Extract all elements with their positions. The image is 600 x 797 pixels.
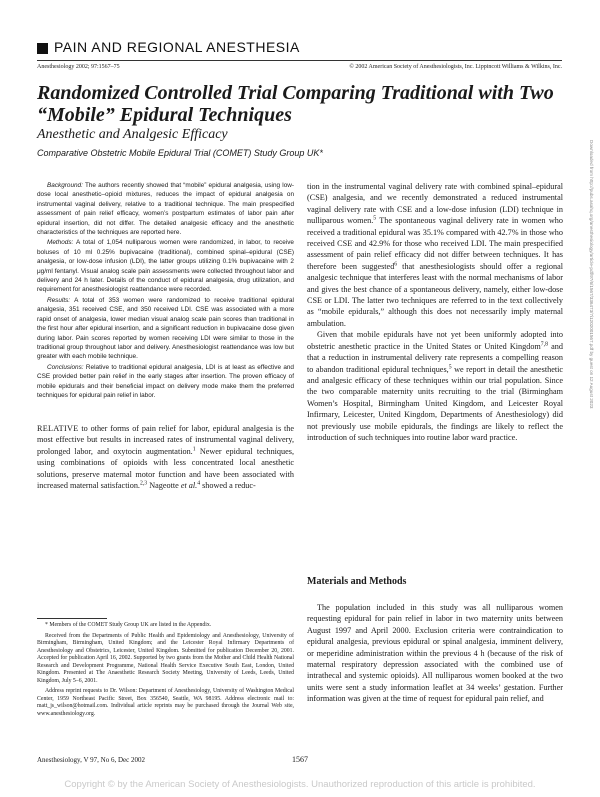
section-title: PAIN AND REGIONAL ANESTHESIA xyxy=(54,39,300,55)
results-text: A total of 353 women were randomized to receive traditional epidural analgesia, 351 received CSE, and 350 received LDI. CSE was associated with a more rapid onset of analgesia, lower median visual analog scale pain scores than traditional in the first hour after epidural insertion, and a significant reduction in bupivacaine dose given during labor. Pain scores reported by women receiving LDI were similar to those in the traditional group throughout labor and delivery. Anesthesiologist reattendance was low but greater with each mobile technique. xyxy=(37,296,294,361)
page-number: 1567 xyxy=(292,755,308,764)
copyright-watermark: Copyright © by the American Society of Anesthesiologists. Unauthorized reproduction of this article is prohibited. xyxy=(64,779,536,790)
ref-6: 7,8 xyxy=(540,340,548,347)
article-title: Randomized Controlled Trial Comparing Traditional with Two “Mobile” Epidural Techniques xyxy=(37,82,554,126)
methods-body xyxy=(307,602,563,705)
ref-3: 4 xyxy=(197,480,201,487)
download-note: Downloaded from http://pubs.asahq.org/anesthesiology/article-pdf/97/6/1567/336473/7i1202001567.pdf by guest on 12 August 2023 xyxy=(589,140,594,409)
ref-4: 5 xyxy=(373,215,377,222)
intro-text-d: showed a reduc- xyxy=(200,481,256,491)
right-p2c: we report in detail the anesthetic and analgesic efficacy of these techniques within our trial population. Since the two comparable maternity units recruiting to the trial (Birmingham Women’s Hospital, Birmingham United Kingdom, and Leicester Royal Infirmary, Leicester, United Kingdom, Departments of Anesthesiology) did not previously use mobile epidurals, the findings are likely to reflect the introduction of such techniques into routine labor ward practice. xyxy=(307,364,564,442)
conclusions-text: Relative to traditional epidural analgesia, LDI is at least as effective and CSE provided better pain relief in the early stages after insertion. The proven efficacy of mobile epidurals and their beneficial impact on delivery mode make them the preferred techniques for epidural pain relief in labor. xyxy=(37,363,294,399)
journal-reference: Anesthesiology 2002; 97:1567–75 xyxy=(37,64,120,70)
methods-paragraph: The population included in this study was all nulliparous women requesting epidural for pain relief in labor in two maternity units between August 1997 and April 2000. Exclusion criteria were contraindication to epidural analgesia, previous epidural or spinal analgesia, imminent delivery, or meperidine administration within the previous 4 h (because of the risk of maternal respiratory depression associated with the combined use of intrathecal and systemic opioids). All nulliparous women booked at the two units were sent a study information leaflet at 34 weeks’ gestation. Further information was given at the time of request for epidural pain relief, and xyxy=(307,603,563,704)
footnote-divider xyxy=(37,618,107,619)
abstract xyxy=(37,181,294,401)
right-p1c: that anesthesiologists should offer a regional analgesic technique that interferes least with the normal mechanisms of labor and gives the best chance of a spontaneous delivery, namely, either low-dose CSE or LDI. The latter two techniques are referred to in the text collectively as “mobile epidurals,” although this does not necessarily imply maternal ambulation. xyxy=(307,261,563,328)
footnote-received: Received from the Departments of Public Health and Epidemiology and Anesthesiology, University of Birmingham, Birmingham, United Kingdom; and the Leicester Royal Infirmary Departments of Anesthesiology and Obstetrics, Leicester, United Kingdom. Submitted for publication December 20, 2001. Accepted for publication April 16, 2002. Supported by two grants from the Mother and Child Health National Research and Development Programme, National Health Service Executive South East, London, United Kingdom. Presented at The Anaesthetic Research Society Meeting, University of Leeds, Leeds, United Kingdom, July 5–6, 2001. xyxy=(37,632,294,684)
section-square-icon xyxy=(37,43,48,54)
ref-5: 6 xyxy=(394,261,398,268)
intro-text-b: Newer epidural techniques, using combinations of opioids with less concentrated local anesthetic solutions, preserve maternal motor function and have been associated with increased maternal satisfaction. xyxy=(37,446,294,491)
ref-2: 2,3 xyxy=(139,480,148,487)
lead-word: RELATIVE xyxy=(37,424,79,433)
article-authors: Comparative Obstetric Mobile Epidural Trial (COMET) Study Group UK* xyxy=(37,148,323,158)
conclusions-label: Conclusions: xyxy=(47,363,84,371)
methods-text: A total of 1,054 nulliparous women were randomized, in labor, to receive boluses of 10 ml 0.25% bupivacaine (traditional), combined spinal–epidural (CSE) analgesia, or low-dose infusion (LDI), the latter groups utilizing 0.1% bupivacaine with 2 μg/ml fentanyl. Visual analog scale pain assessments were collected throughout labor and delivery and 24 h later. Details of the conduct of epidural analgesia, drug utilization, and requirement for anesthesiologist reattendance were recorded. xyxy=(37,239,294,294)
background-text: The authors recently showed that “mobile” epidural analgesia, using low-dose local anesthetic–opioid mixtures, reduces the impact of epidural analgesia on instrumental vaginal delivery, relative to a traditional technique. The main prespecified assessment of pain relief efficacy, women’s postpartum estimates of labor pain after epidural insertion, did not differ. The detailed analgesic efficacy and the anesthetic characteristics of the techniques are reported here. xyxy=(37,182,294,237)
article-subtitle: Anesthetic and Analgesic Efficacy xyxy=(37,127,228,142)
methods-heading: Materials and Methods xyxy=(307,576,407,587)
et-al: et al. xyxy=(180,481,198,491)
methods-label: Methods: xyxy=(47,239,74,247)
footnotes xyxy=(37,622,294,721)
copyright-notice: © 2002 American Society of Anesthesiologists, Inc. Lippincott Williams & Wilkins, Inc. xyxy=(349,64,562,70)
introduction-right xyxy=(307,181,563,443)
intro-text-a: to other forms of pain relief for labor, epidural analgesia is the most effective but results in increased rates of instrumental vaginal delivery, prolonged labor, and oxytocin augmentation. xyxy=(37,424,294,456)
results-label: Results: xyxy=(47,296,71,304)
footnote-members: * Members of the COMET Study Group UK are listed in the Appendix. xyxy=(45,622,212,628)
right-p2b: and that a reduction in instrumental delivery rate represents a compelling reason to abandon traditional epidural techniques, xyxy=(307,341,563,374)
right-p1b: The spontaneous vaginal delivery rate in women who received a traditional epidural was 35.1% compared with 42.7% in those who received CSE and 42.9% for those who received LDI. The main prespecified assessment of pain relief efficacy did not differ between techniques. It has therefore been suggested xyxy=(307,216,563,271)
right-p1: tion in the instrumental vaginal delivery rate with combined spinal–epidural (CSE) analgesia, and we recently demonstrated a reduced instrumental vaginal delivery rate with CSE and a low-dose infusion (LDI) technique in nulliparous women. xyxy=(307,182,563,226)
right-p2: Given that mobile epidurals have not yet been uniformly adopted into obstetric anesthetic practice in the United States or United Kingdom xyxy=(307,330,563,351)
background-label: Background: xyxy=(47,182,83,189)
footnote-address: Address reprint requests to Dr. Wilson: Department of Anesthesiology, University of Washington Medical Center, 1959 Northeast Pacific Street, Box 356540, Seattle, WA 98195. Address electronic mail to: matt_js_wilson@hotmail.com. Individual article reprints may be purchased through the Journal Web site, www.anesthesiology.org. xyxy=(37,688,294,717)
ref-7: 5 xyxy=(448,363,452,370)
intro-text-c: Nageotte xyxy=(147,481,181,491)
ref-1: 1 xyxy=(192,446,196,453)
footer-journal: Anesthesiology, V 97, No 6, Dec 2002 xyxy=(37,756,145,764)
introduction-left xyxy=(37,423,294,491)
